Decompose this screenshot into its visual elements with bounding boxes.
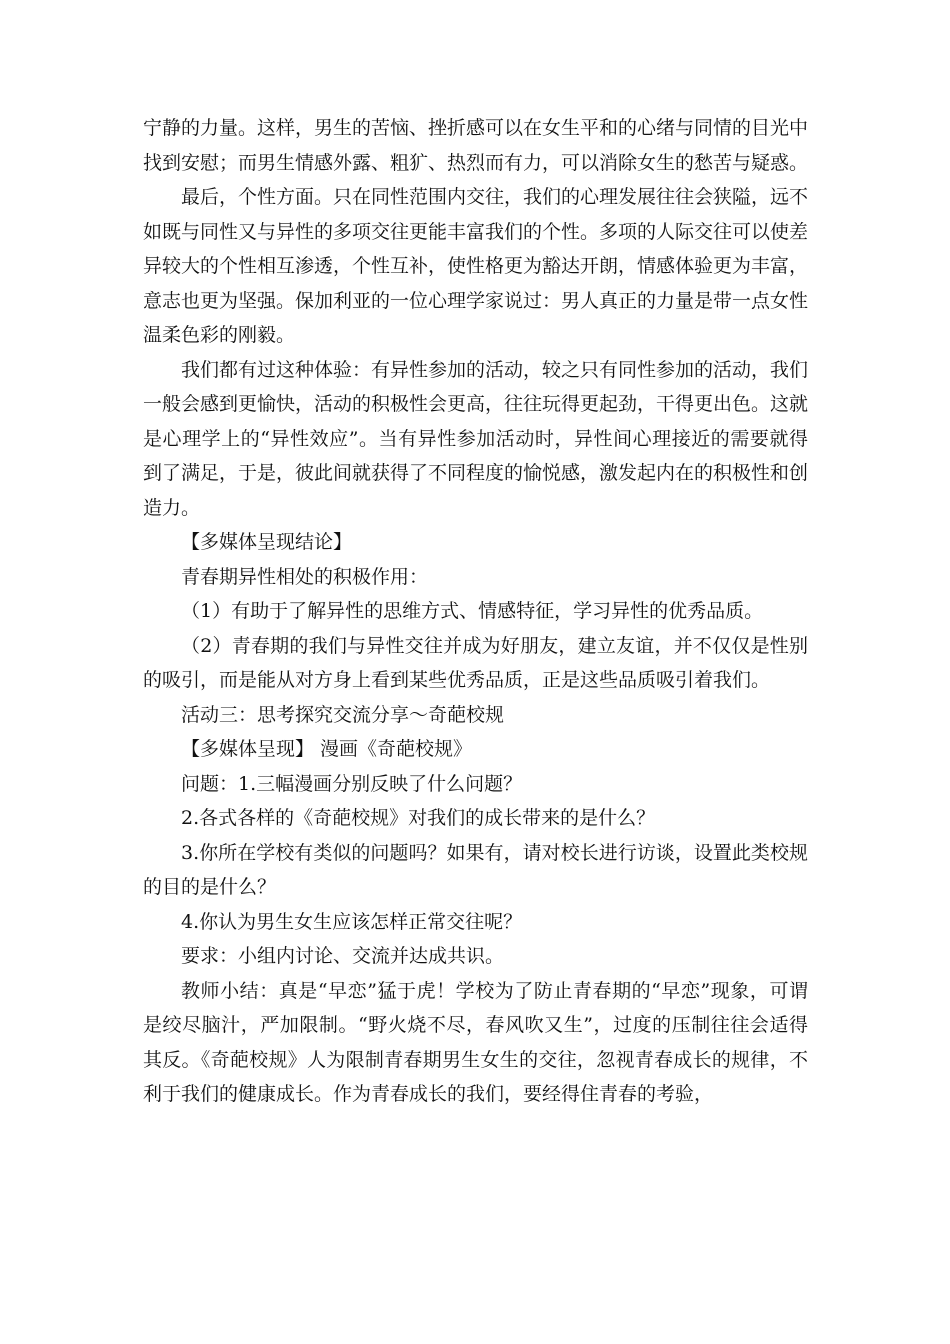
paragraph-personality: 最后，个性方面。只在同性范围内交往，我们的心理发展往往会狭隘，远不如既与同性又与异性的多项交往更能丰富我们的个性。多项的人际交往可以使差异较大的个性相互渗透，个性互补，使性格更为豁达开朗，情感体验更为丰富，意志也更为坚强。保加利亚的一位心理学家说过：男人真正的力量是带一点女性温柔色彩的刚毅。 — [143, 186, 809, 346]
question-4: 4.你认为男生女生应该怎样正常交往呢？ — [181, 910, 523, 933]
positive-effect-item-2: （2）青春期的我们与异性交往并成为好朋友，建立友谊，并不仅仅是性别的吸引，而是能从对方身上看到某些优秀品质，正是这些品质吸引着我们。 — [143, 634, 808, 691]
question-3: 3.你所在学校有类似的问题吗？如果有，请对校长进行访谈，设置此类校规的目的是什么？ — [143, 841, 808, 898]
paragraph-continuation: 宁静的力量。这样，男生的苦恼、挫折感可以在女生平和的心绪与同情的目光中找到安慰；而男生情感外露、粗犷、热烈而有力，可以消除女生的愁苦与疑惑。 — [143, 117, 809, 174]
paragraph-opposite-sex-effect: 我们都有过这种体验：有异性参加的活动，较之只有同性参加的活动，我们一般会感到更愉快，活动的积极性会更高，往往玩得更起劲，干得更出色。这就是心理学上的“异性效应”。当有异性参加活动时，异性间心理接近的需要就得到了满足，于是，彼此间就获得了不同程度的愉悦感，激发起内在的积极性和创造力。 — [143, 358, 809, 519]
activity-three-heading: 活动三：思考探究交流分享～奇葩校规 — [181, 703, 505, 726]
teacher-summary: 教师小结：真是“早恋”猛于虎！学校为了防止青春期的“早恋”现象，可谓是绞尽脑汁，严加限制。“野火烧不尽，春风吹又生”，过度的压制往往会适得其反。《奇葩校规》人为限制青春期男生女生的交往，忽视青春成长的规律，不利于我们的健康成长。作为青春成长的我们，要经得住青春的考验， — [143, 979, 808, 1105]
positive-effect-item-1: （1）有助于了解异性的思维方式、情感特征，学习异性的优秀品质。 — [181, 600, 764, 622]
question-1: 问题：1.三幅漫画分别反映了什么问题？ — [181, 772, 523, 795]
multimedia-comic-heading: 【多媒体呈现】 漫画《奇葩校规》 — [181, 738, 473, 760]
multimedia-conclusion-heading: 【多媒体呈现结论】 — [181, 531, 353, 553]
positive-effects-heading: 青春期异性相处的积极作用： — [181, 565, 429, 588]
question-2: 2.各式各样的《奇葩校规》对我们的成长带来的是什么？ — [181, 807, 656, 829]
document-body — [143, 111, 808, 1112]
requirement: 要求：小组内讨论、交流并达成共识。 — [181, 945, 505, 967]
